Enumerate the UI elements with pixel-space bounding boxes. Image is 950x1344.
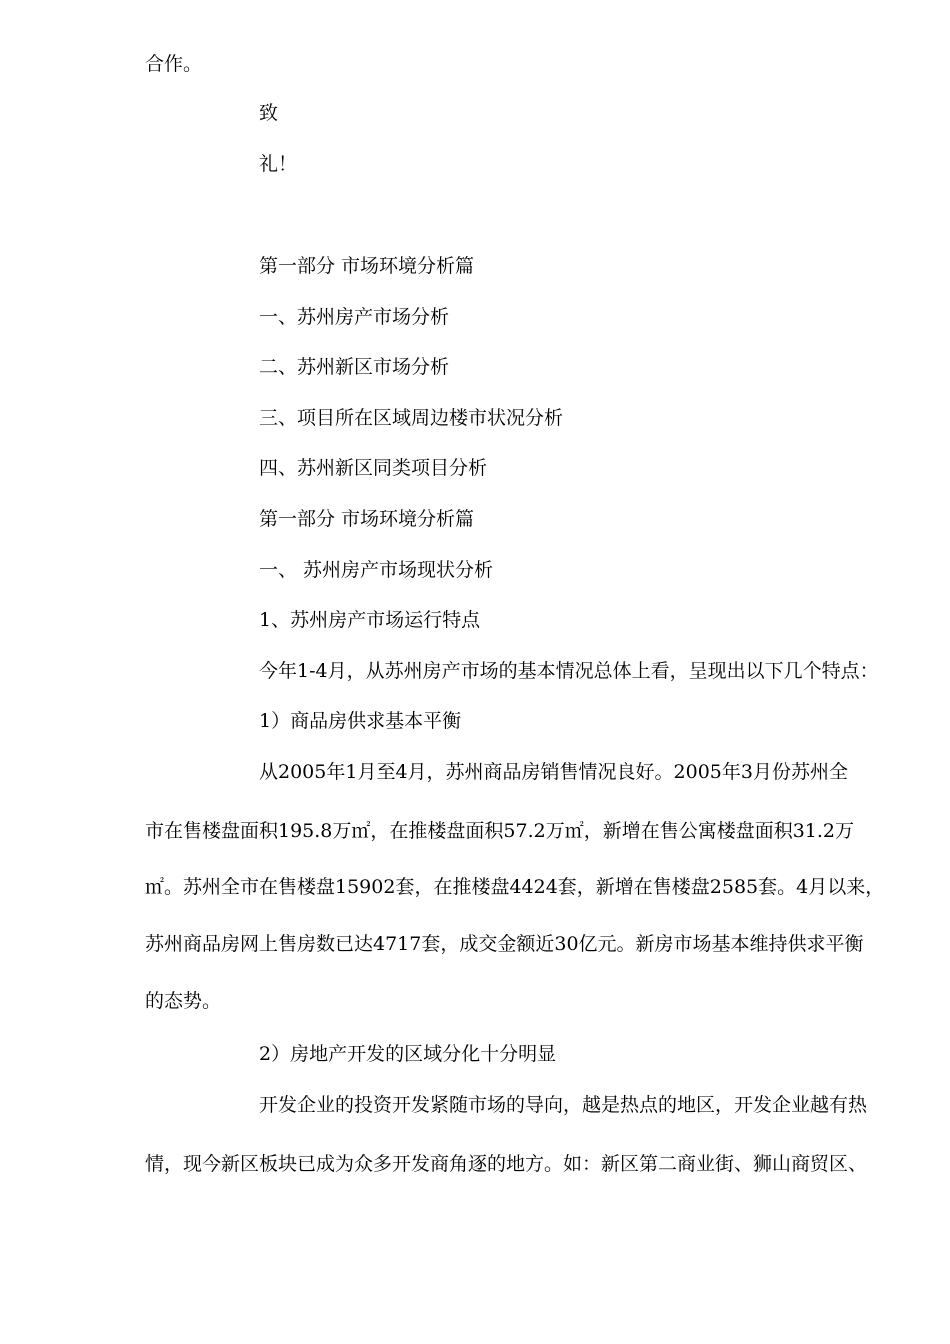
- subsection-heading: 1、苏州房产市场运行特点: [259, 609, 481, 631]
- paragraph-line: 开发企业的投资开发紧随市场的导向，越是热点的地区，开发企业越有热: [259, 1094, 868, 1116]
- paragraph-line: ㎡。苏州全市在售楼盘15902套，在推楼盘4424套，新增在售楼盘2585套。4月以来，: [145, 876, 885, 898]
- section-heading: 第一部分 市场环境分析篇: [259, 255, 475, 277]
- toc-item: 一、苏州房产市场分析: [259, 306, 450, 328]
- subsection-heading: 一、 苏州房产市场现状分析: [259, 559, 494, 581]
- text-line: 致: [259, 102, 279, 124]
- subsection-heading: 1）商品房供求基本平衡: [259, 710, 462, 732]
- paragraph-line: 市在售楼盘面积195.8万㎡，在推楼盘面积57.2万㎡，新增在售公寓楼盘面积31.2万: [145, 820, 855, 842]
- toc-item: 三、项目所在区域周边楼市状况分析: [259, 407, 564, 429]
- subsection-heading: 2）房地产开发的区域分化十分明显: [259, 1043, 557, 1065]
- toc-item: 四、苏州新区同类项目分析: [259, 457, 488, 479]
- paragraph-line: 的态势。: [145, 990, 222, 1012]
- paragraph-line: 苏州商品房网上售房数已达4717套，成交金额近30亿元。新房市场基本维持供求平衡: [145, 933, 864, 955]
- text-line: 合作。: [145, 53, 203, 75]
- paragraph-line: 今年1-4月，从苏州房产市场的基本情况总体上看，呈现出以下几个特点：: [259, 660, 879, 682]
- toc-item: 二、苏州新区市场分析: [259, 356, 450, 378]
- paragraph-line: 从2005年1月至4月，苏州商品房销售情况良好。2005年3月份苏州全: [259, 761, 848, 783]
- section-heading: 第一部分 市场环境分析篇: [259, 508, 475, 530]
- paragraph-line: 情，现今新区板块已成为众多开发商角逐的地方。如：新区第二商业街、狮山商贸区、: [145, 1153, 868, 1175]
- text-line: 礼！: [259, 153, 298, 175]
